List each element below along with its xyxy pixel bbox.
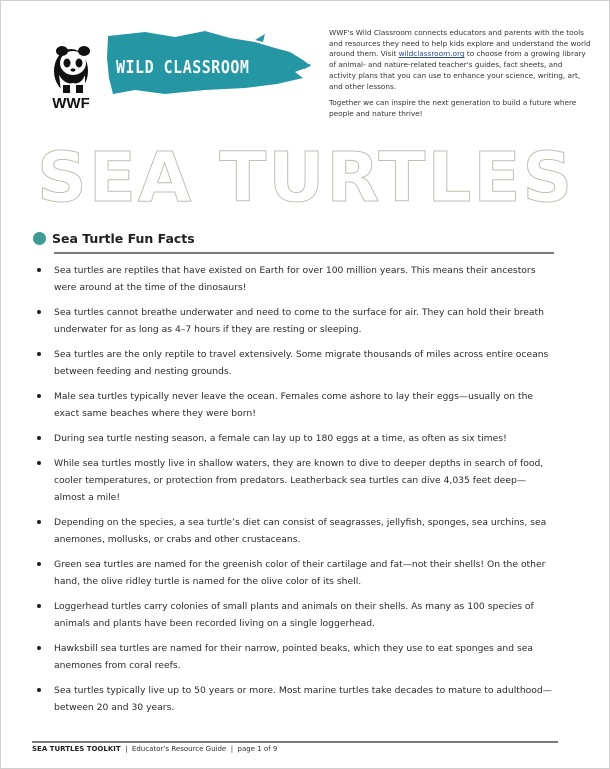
- wwf-logo-text: WWF: [52, 95, 90, 112]
- intro-text: [329, 28, 591, 126]
- fact-text: Hawksbill sea turtles are named for their narrow, pointed beaks, which they use to eat sponges and sea anemones from coral reefs.: [54, 643, 534, 671]
- fact-text: While sea turtles mostly live in shallow waters, they are known to dive to deeper depths in search of food, cooler temperatures, or protection from predators. Leatherback sea turtles can dive 4,035 feet deep—almost a mile!: [54, 458, 544, 503]
- list-item: [37, 514, 557, 548]
- list-item: [37, 640, 557, 674]
- fact-text: Sea turtles are reptiles that have existed on Earth for over 100 million years. This means their ancestors were around at the time of the dinosaurs!: [54, 265, 536, 293]
- footer-page-info: | Educator’s Resource Guide | page 1 of 9: [120, 745, 278, 753]
- teal-dot-icon: [33, 232, 46, 245]
- bullet-icon: [37, 394, 41, 398]
- bullet-icon: [37, 436, 41, 440]
- list-item: [37, 682, 557, 716]
- list-item: [37, 598, 557, 632]
- heading-divider: [54, 252, 554, 254]
- fact-text: Loggerhead turtles carry colonies of small plants and animals on their shells. As many as 100 species of animals and plants have been recorded living on a single loggerhead.: [54, 601, 534, 629]
- fact-text: Depending on the species, a sea turtle’s diet can consist of seagrasses, jellyfish, sponges, sea urchins, sea anemones, mollusks, or crabs and other crustaceans.: [54, 517, 547, 545]
- footer: [32, 745, 277, 753]
- fact-text: Sea turtles are the only reptile to travel extensively. Some migrate thousands of miles across entire oceans between feeding and nesting grounds.: [54, 349, 549, 377]
- list-item: [37, 556, 557, 590]
- fact-text: Male sea turtles typically never leave the ocean. Females come ashore to lay their eggs—usually on the exact same beaches where they were born!: [54, 391, 534, 419]
- list-item: [37, 455, 557, 506]
- section-title: Sea Turtle Fun Facts: [52, 231, 195, 246]
- list-item: [37, 346, 557, 380]
- fact-text: Green sea turtles are named for the greenish color of their cartilage and fat—not their shells! On the other hand, the olive ridley turtle is named for the olive color of its shell.: [54, 559, 546, 587]
- list-item: [37, 430, 557, 447]
- bullet-icon: [37, 646, 41, 650]
- bullet-icon: [37, 604, 41, 608]
- list-item: [37, 262, 557, 296]
- wildclassroom-link[interactable]: wildclassroom.org: [398, 49, 465, 59]
- intro-text-part: to choose from a growing library of animal- and nature-related teacher's guides, fact sheets, and activity plans that you can use to enhance your science, writing, art, and other lessons.: [329, 49, 586, 91]
- intro-paragraph-2: Together we can inspire the next generation to build a future where people and nature thrive!: [329, 98, 577, 118]
- bullet-icon: [37, 461, 41, 465]
- footer-divider: [32, 741, 558, 743]
- bullet-icon: [37, 520, 41, 524]
- list-item: [37, 304, 557, 338]
- intro-paragraph-1: [329, 28, 591, 92]
- footer-toolkit-title: SEA TURTLES TOOLKIT: [32, 745, 121, 753]
- page-title: SEA TURTLES: [37, 138, 575, 218]
- bullet-icon: [37, 310, 41, 314]
- list-item: [37, 388, 557, 422]
- bullet-icon: [37, 352, 41, 356]
- facts-list: [37, 262, 557, 724]
- bullet-icon: [37, 688, 41, 692]
- intro-text-part: WWF's Wild Classroom connects educators and parents with the tools and resources they need to help kids explore and understand the world around them. Visit: [329, 28, 591, 59]
- fact-text: During sea turtle nesting season, a female can lay up to 180 eggs at a time, as often as six times!: [54, 433, 507, 444]
- bullet-icon: [37, 268, 41, 272]
- bullet-icon: [37, 562, 41, 566]
- fact-text: Sea turtles typically live up to 50 years or more. Most marine turtles take decades to mature to adulthood—between 20 and 30 years.: [54, 685, 552, 713]
- wild-classroom-label: WILD CLASSROOM: [116, 56, 250, 78]
- section-heading: [33, 231, 195, 246]
- fact-text: Sea turtles cannot breathe underwater and need to come to the surface for air. They can hold their breath underwater for as long as 4–7 hours if they are resting or sleeping.: [54, 307, 544, 335]
